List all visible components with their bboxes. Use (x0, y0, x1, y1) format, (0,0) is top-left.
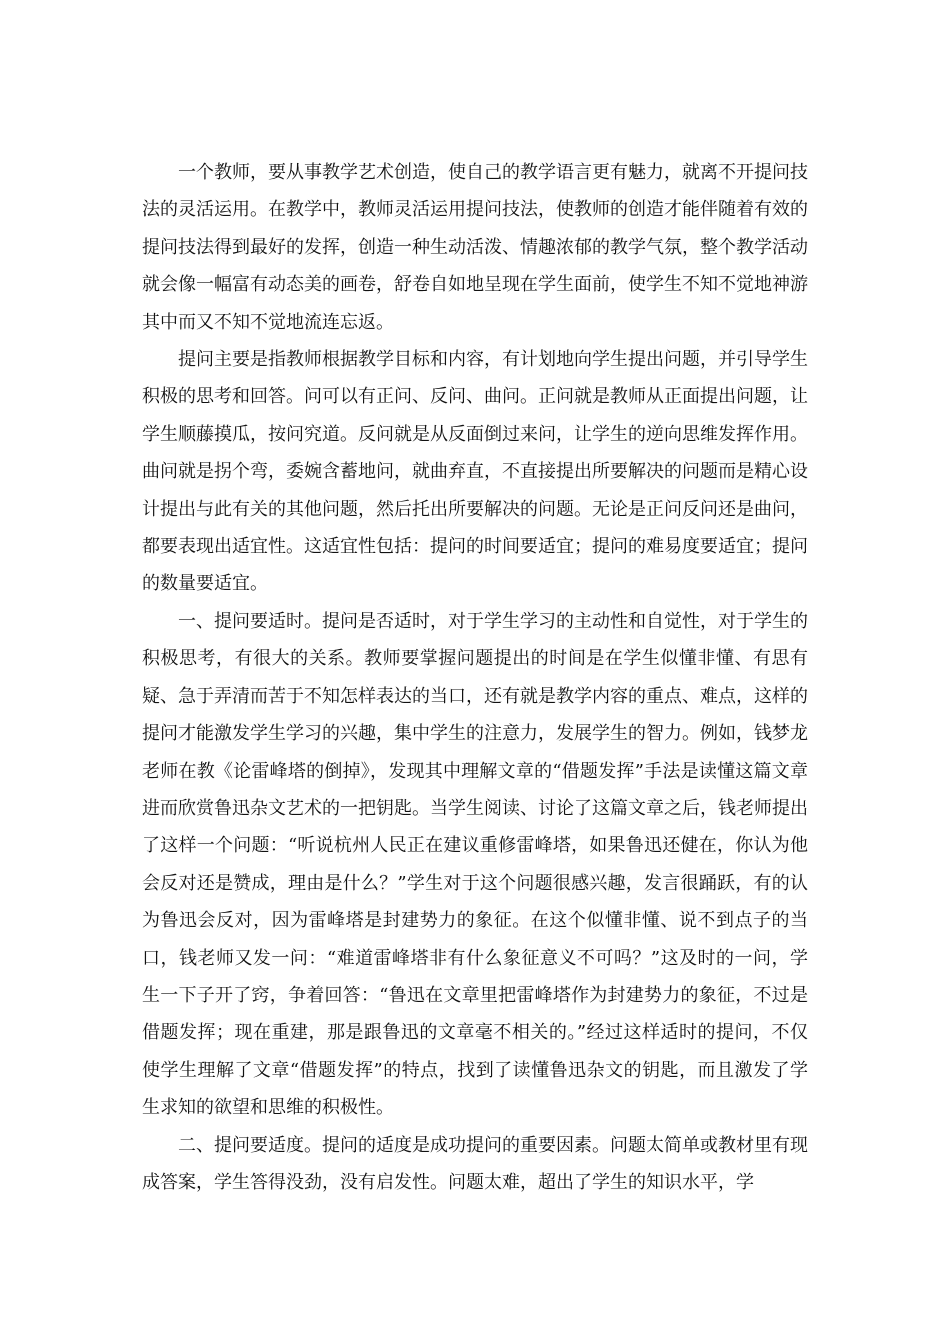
paragraph-definition: 提问主要是指教师根据教学目标和内容，有计划地向学生提出问题，并引导学生积极的思考和回答。问可以有正问、反问、曲问。正问就是教师从正面提出问题，让学生顺藤摸瓜，按问究道。反问就是从反面倒过来问，让学生的逆向思维发挥作用。曲问就是拐个弯，委婉含蓄地问，就曲弃直，不直接提出所要解决的问题而是精心设计提出与此有关的其他问题，然后托出所要解决的问题。无论是正问反问还是曲问，都要表现出适宜性。这适宜性包括：提问的时间要适宜；提问的难易度要适宜；提问的数量要适宜。 (142, 349, 808, 595)
document-body (142, 154, 808, 1201)
paragraph-timing: 一、提问要适时。提问是否适时，对于学生学习的主动性和自觉性，对于学生的积极思考，有很大的关系。教师要掌握问题提出的时间是在学生似懂非懂、有思有疑、急于弄清而苦于不知怎样表达的当口，还有就是教学内容的重点、难点，这样的提问才能激发学生学习的兴趣，集中学生的注意力，发展学生的智力。例如，钱梦龙老师在教《论雷峰塔的倒掉》，发现其中理解文章的“借题发挥”手法是读懂这篇文章进而欣赏鲁迅杂文艺术的一把钥匙。当学生阅读、讨论了这篇文章之后，钱老师提出了这样一个问题：“听说杭州人民正在建议重修雷峰塔，如果鲁迅还健在，你认为他会反对还是赞成，理由是什么？”学生对于这个问题很感兴趣，发言很踊跃，有的认为鲁迅会反对，因为雷峰塔是封建势力的象征。在这个似懂非懂、说不到点子的当口，钱老师又发一问：“难道雷峰塔非有什么象征意义不可吗？”这及时的一问，学生一下子开了窍，争着回答：“鲁迅在文章里把雷峰塔作为封建势力的象征，不过是借题发挥；现在重建，那是跟鲁迅的文章毫不相关的。”经过这样适时的提问，不仅使学生理解了文章“借题发挥”的特点，找到了读懂鲁迅杂文的钥匙，而且激发了学生求知的欲望和思维的积极性。 (142, 610, 808, 1119)
paragraph-degree: 二、提问要适度。提问的适度是成功提问的重要因素。问题太简单或教材里有现成答案，学生答得没劲，没有启发性。问题太难，超出了学生的知识水平，学 (142, 1134, 808, 1193)
paragraph-intro: 一个教师，要从事教学艺术创造，使自己的教学语言更有魅力，就离不开提问技法的灵活运用。在教学中，教师灵活运用提问技法，使教师的创造才能伴随着有效的提问技法得到最好的发挥，创造一种生动活泼、情趣浓郁的教学气氛，整个教学活动就会像一幅富有动态美的画卷，舒卷自如地呈现在学生面前，使学生不知不觉地神游其中而又不知不觉地流连忘返。 (142, 162, 808, 333)
